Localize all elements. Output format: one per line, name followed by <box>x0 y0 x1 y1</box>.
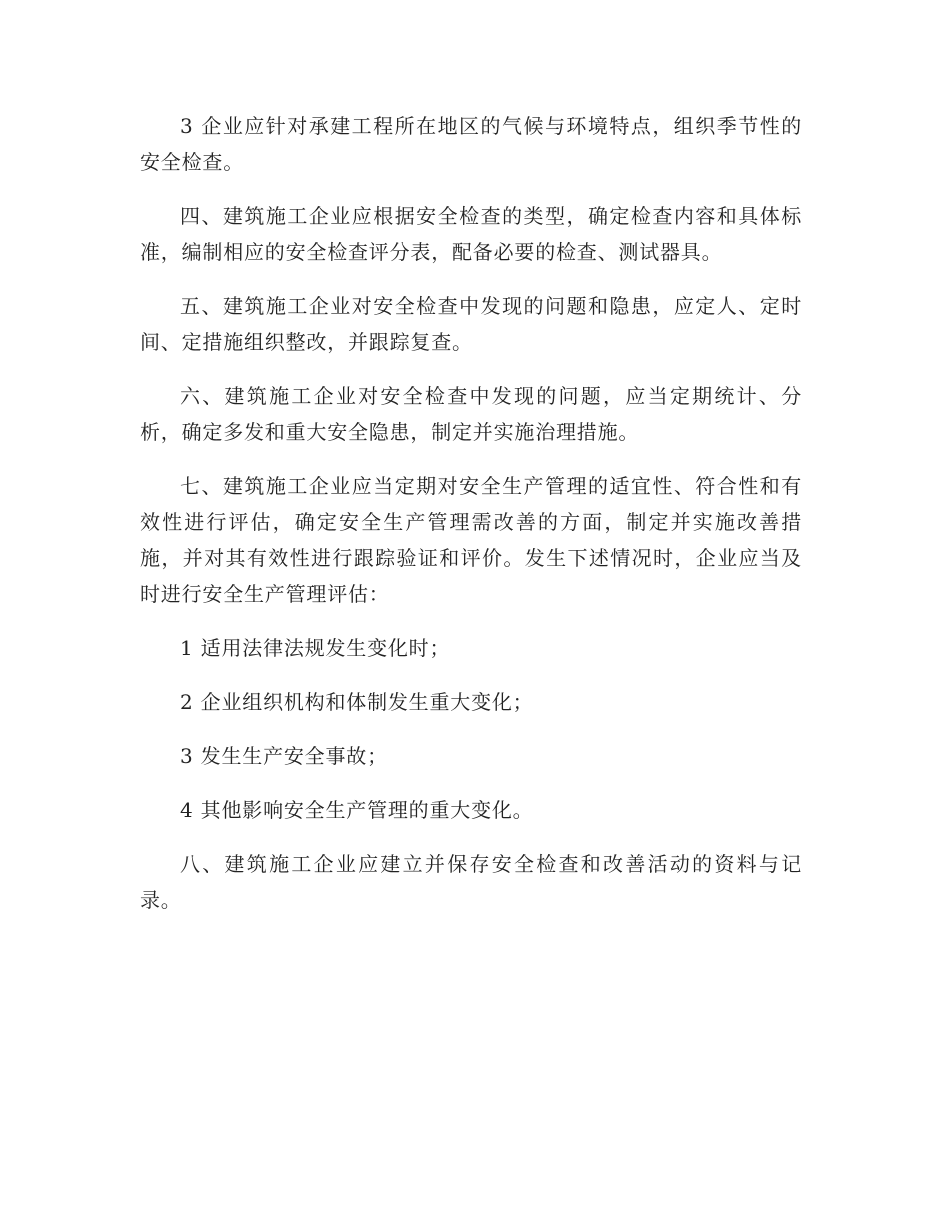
list-item-1: 1 适用法律法规发生变化时； <box>180 636 451 660</box>
list-item-4: 4 其他影响安全生产管理的重大变化。 <box>180 798 534 822</box>
paragraph-eight: 八、建筑施工企业应建立并保存安全检查和改善活动的资料与记录。 <box>140 852 802 912</box>
list-item-3: 3 发生生产安全事故； <box>180 744 388 768</box>
paragraph-five: 五、建筑施工企业对安全检查中发现的问题和隐患，应定人、定时间、定措施组织整改，并跟踪复查。 <box>140 294 802 354</box>
list-item-2: 2 企业组织机构和体制发生重大变化； <box>180 690 534 714</box>
paragraph-seven: 七、建筑施工企业应当定期对安全生产管理的适宜性、符合性和有效性进行评估，确定安全生产管理需改善的方面，制定并实施改善措施，并对其有效性进行跟踪验证和评价。发生下述情况时，企业应当及时进行安全生产管理评估： <box>140 474 802 606</box>
paragraph-four: 四、建筑施工企业应根据安全检查的类型，确定检查内容和具体标准，编制相应的安全检查评分表，配备必要的检查、测试器具。 <box>140 204 802 264</box>
document-body <box>140 108 802 936</box>
paragraph-seasonal-inspection: 3 企业应针对承建工程所在地区的气候与环境特点，组织季节性的安全检查。 <box>140 114 802 174</box>
paragraph-six: 六、建筑施工企业对安全检查中发现的问题，应当定期统计、分析，确定多发和重大安全隐患，制定并实施治理措施。 <box>140 384 802 444</box>
